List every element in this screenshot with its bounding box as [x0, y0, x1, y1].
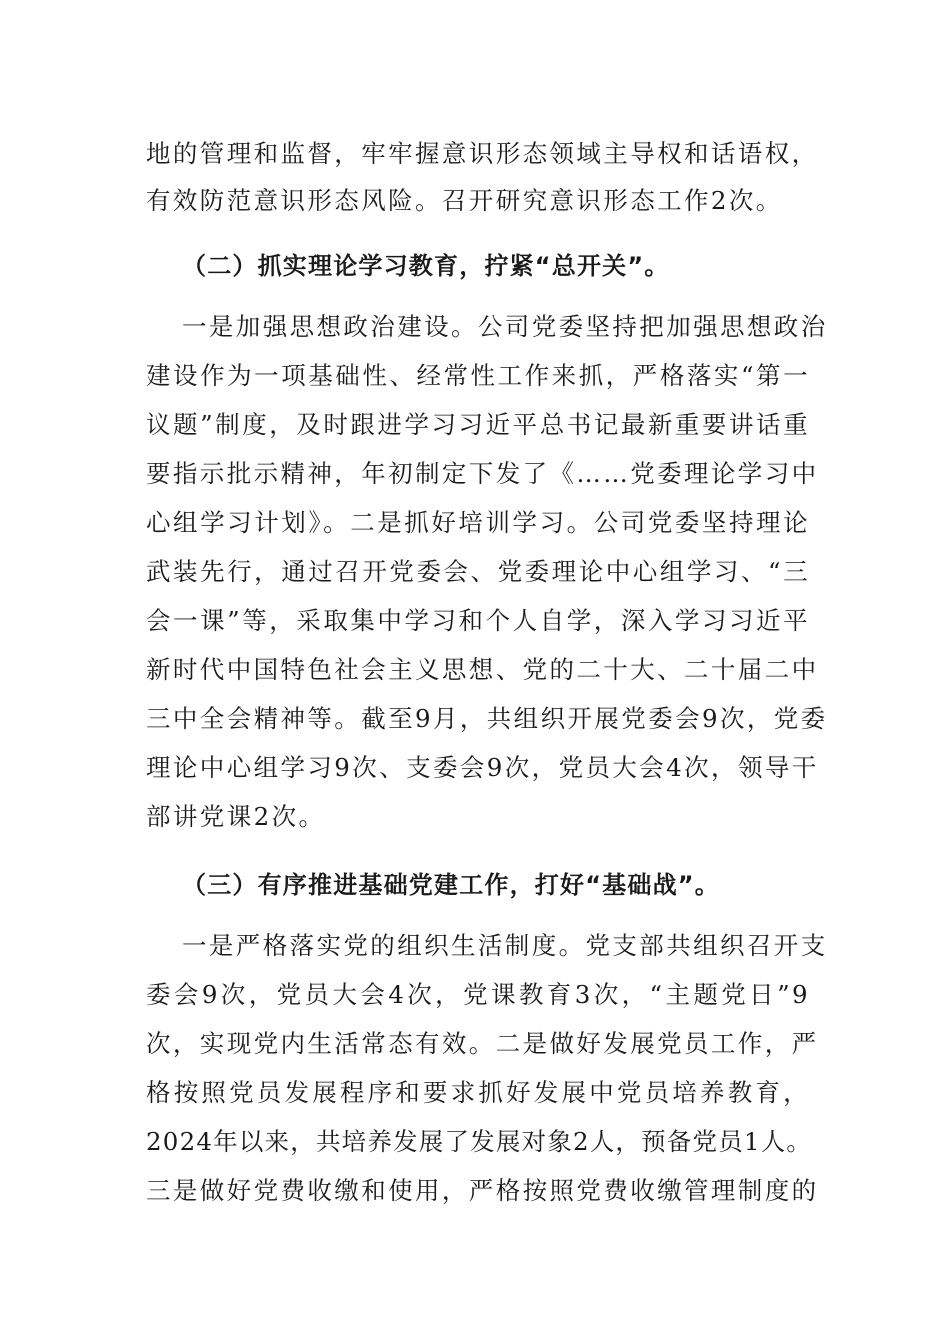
- paragraph-line: 理论中心组学习9次、支委会9次，党员大会4次，领导干: [146, 753, 819, 782]
- paragraph-line: 建设作为一项基础性、经常性工作来抓，严格落实“第一: [146, 361, 810, 390]
- paragraph-line: 一是严格落实党的组织生活制度。党支部共组织召开支: [182, 931, 828, 960]
- paragraph-line: 一是加强思想政治建设。公司党委坚持把加强思想政治: [182, 312, 828, 341]
- paragraph-line: 地的管理和监督，牢牢握意识形态领域主导权和话语权，: [146, 139, 819, 168]
- paragraph-line: 部讲党课2次。: [146, 802, 326, 831]
- paragraph-line: 格按照党员发展程序和要求抓好发展中党员培养教育，: [146, 1078, 810, 1107]
- paragraph-line: 要指示批示精神，年初制定下发了《……党委理论学习中: [146, 459, 819, 488]
- paragraph-line: 有效防范意识形态风险。召开研究意识形态工作2次。: [146, 186, 783, 215]
- paragraph-line: 议题”制度，及时跟进学习习近平总书记最新重要讲话重: [146, 410, 810, 439]
- paragraph-line: 三是做好党费收缴和使用，严格按照党费收缴管理制度的: [146, 1176, 819, 1205]
- paragraph-line: 三中全会精神等。截至9月，共组织开展党委会9次，党委: [146, 704, 828, 733]
- heading-text: （三）有序推进基础党建工作，打好“基础战”。: [182, 871, 720, 899]
- heading-text: （二）抓实理论学习教育，拧紧“总开关”。: [182, 252, 670, 280]
- paragraph-line: 心组学习计划》。二是抓好培训学习。公司党委坚持理论: [146, 508, 810, 537]
- paragraph-line: 武装先行，通过召开党委会、党委理论中心组学习、“三: [146, 557, 810, 586]
- paragraph-line: 次，实现党内生活常态有效。二是做好发展党员工作，严: [146, 1029, 819, 1058]
- paragraph-line: 新时代中国特色社会主义思想、党的二十大、二十届二中: [146, 655, 819, 684]
- paragraph-line: 会一课”等，采取集中学习和个人自学，深入学习习近平: [146, 606, 810, 635]
- paragraph-line: 2024年以来，共培养发展了发展对象2人，预备党员1人。: [146, 1127, 813, 1156]
- paragraph-line: 委会9次，党员大会4次，党课教育3次，“主题党日”9: [146, 980, 810, 1009]
